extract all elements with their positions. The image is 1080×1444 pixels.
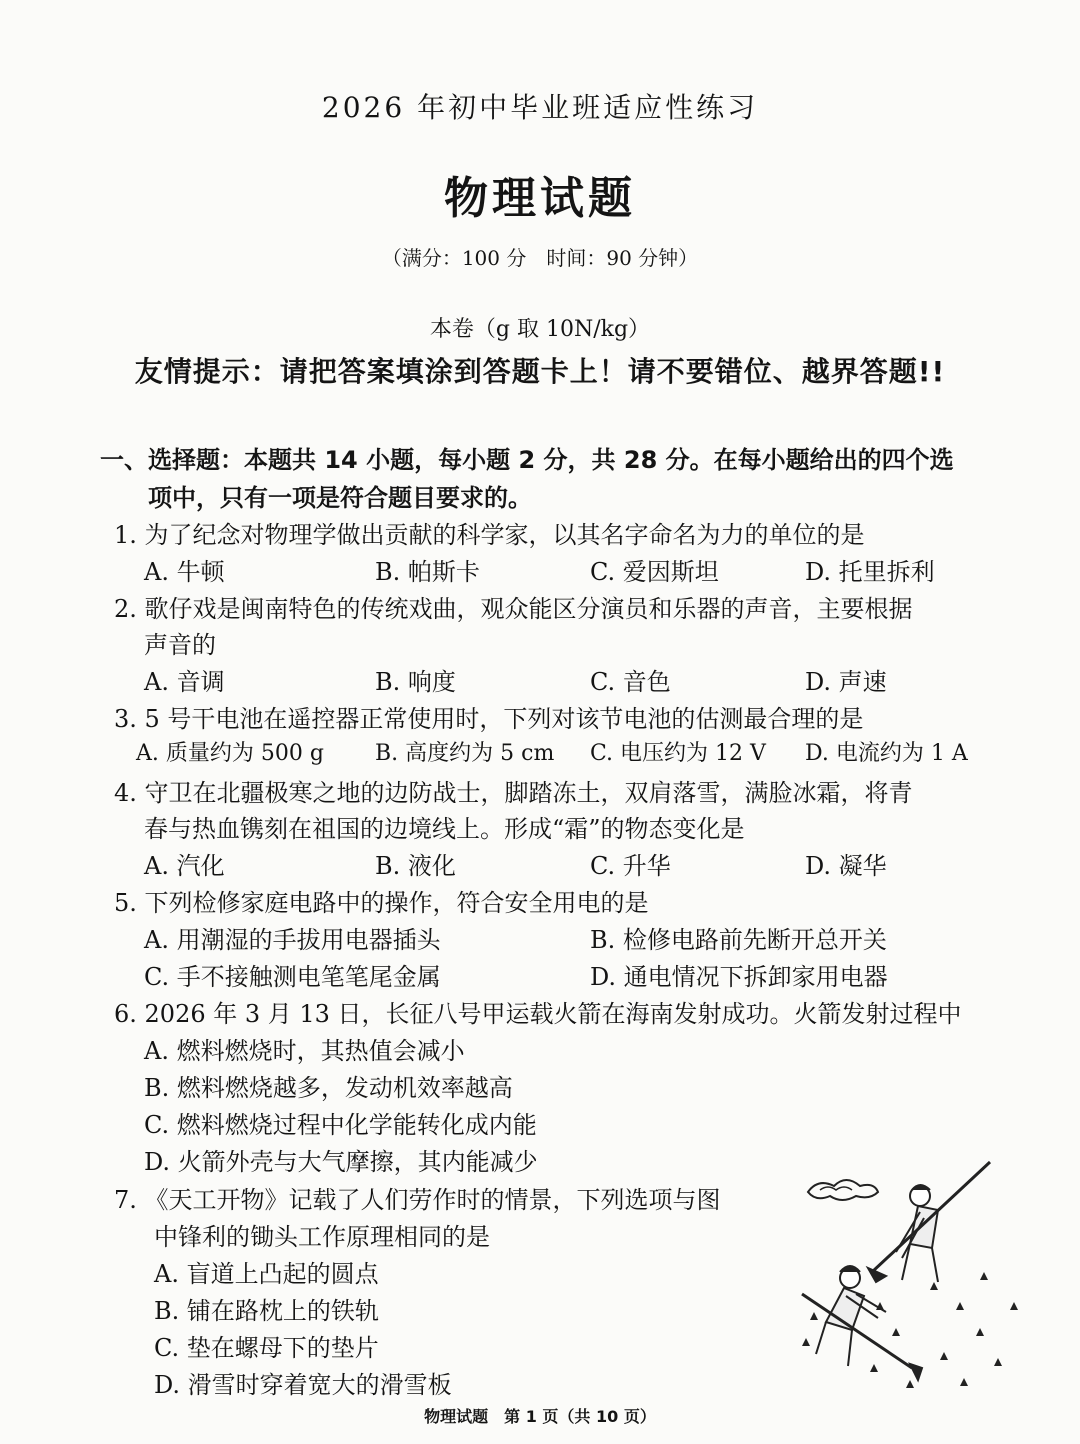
q2-option-a: A. 音调 — [144, 668, 225, 696]
q4-option-a: A. 汽化 — [144, 852, 225, 880]
q1-option-d: D. 托里拆利 — [805, 558, 935, 586]
q3-option-b: B. 高度约为 5 cm — [375, 741, 555, 766]
section-heading-line1: 一、选择题：本题共 14 小题，每小题 2 分，共 28 分。在每小题给出的四个选 — [100, 446, 954, 474]
hoeing-illustration — [780, 1160, 1030, 1400]
exam-tip: 友情提示：请把答案填涂到答题卡上！请不要错位、越界答题!! — [134, 355, 946, 388]
cloud-icon — [808, 1180, 878, 1200]
page-footer: 物理试题 第 1 页（共 10 页） — [424, 1407, 656, 1426]
q6-option-c: C. 燃料燃烧过程中化学能转化成内能 — [144, 1111, 537, 1139]
question-3-text: 3. 5 号干电池在遥控器正常使用时，下列对该节电池的估测最合理的是 — [114, 705, 864, 733]
question-7-text: 7. 《天工开物》记载了人们劳作时的情景，下列选项与图 — [114, 1186, 721, 1214]
q5-option-d: D. 通电情况下拆卸家用电器 — [590, 963, 888, 991]
q2-option-b: B. 响度 — [375, 668, 456, 696]
section-heading-line2: 项中，只有一项是符合题目要求的。 — [148, 484, 532, 512]
question-4-text-cont: 春与热血镌刻在祖国的边境线上。形成“霜”的物态变化是 — [144, 815, 745, 843]
lower-worker-figure — [802, 1266, 922, 1380]
question-1-text: 1. 为了纪念对物理学做出贡献的科学家，以其名字命名为力的单位的是 — [114, 521, 865, 549]
exam-title: 物理试题 — [444, 173, 636, 224]
q6-option-d: D. 火箭外壳与大气摩擦，其内能减少 — [144, 1148, 538, 1176]
exam-subtitle: 2026 年初中毕业班适应性练习 — [321, 91, 759, 124]
question-6-text: 6. 2026 年 3 月 13 日，长征八号甲运载火箭在海南发射成功。火箭发射过程中 — [114, 1000, 962, 1028]
q1-option-b: B. 帕斯卡 — [375, 558, 480, 586]
q4-option-d: D. 凝华 — [805, 852, 887, 880]
q1-option-c: C. 爱因斯坦 — [590, 558, 719, 586]
q7-option-a: A. 盲道上凸起的圆点 — [154, 1260, 379, 1288]
q5-option-c: C. 手不接触测电笔笔尾金属 — [144, 963, 441, 991]
question-7-text-cont: 中锋利的锄头工作原理相同的是 — [154, 1223, 490, 1251]
q6-option-b: B. 燃料燃烧越多，发动机效率越高 — [144, 1074, 513, 1102]
q7-option-d: D. 滑雪时穿着宽大的滑雪板 — [154, 1371, 452, 1399]
q5-option-b: B. 检修电路前先断开总开关 — [590, 926, 887, 954]
q3-option-c: C. 电压约为 12 V — [590, 741, 766, 766]
q3-option-d: D. 电流约为 1 A — [805, 741, 968, 766]
q5-option-a: A. 用潮湿的手拔用电器插头 — [144, 926, 441, 954]
q6-option-a: A. 燃料燃烧时，其热值会减小 — [144, 1037, 465, 1065]
question-2-text: 2. 歌仔戏是闽南特色的传统戏曲，观众能区分演员和乐器的声音，主要根据 — [114, 595, 913, 623]
q4-option-c: C. 升华 — [590, 852, 671, 880]
q3-option-a: A. 质量约为 500 g — [136, 741, 324, 766]
upper-worker-figure — [868, 1162, 990, 1282]
q2-option-c: C. 音色 — [590, 668, 671, 696]
q1-option-a: A. 牛顿 — [144, 558, 225, 586]
question-2-text-cont: 声音的 — [144, 631, 216, 659]
q2-option-d: D. 声速 — [805, 668, 887, 696]
seedlings — [802, 1272, 1018, 1388]
q7-option-c: C. 垫在螺母下的垫片 — [154, 1334, 379, 1362]
q7-option-b: B. 铺在路枕上的铁轨 — [154, 1297, 379, 1325]
q4-option-b: B. 液化 — [375, 852, 456, 880]
question-5-text: 5. 下列检修家庭电路中的操作，符合安全用电的是 — [114, 889, 649, 917]
exam-meta: （满分：100 分 时间：90 分钟） — [381, 246, 699, 270]
exam-note: 本卷（g 取 10N/kg） — [429, 317, 651, 342]
question-4-text: 4. 守卫在北疆极寒之地的边防战士，脚踏冻土，双肩落雪，满脸冰霜，将青 — [114, 779, 913, 807]
